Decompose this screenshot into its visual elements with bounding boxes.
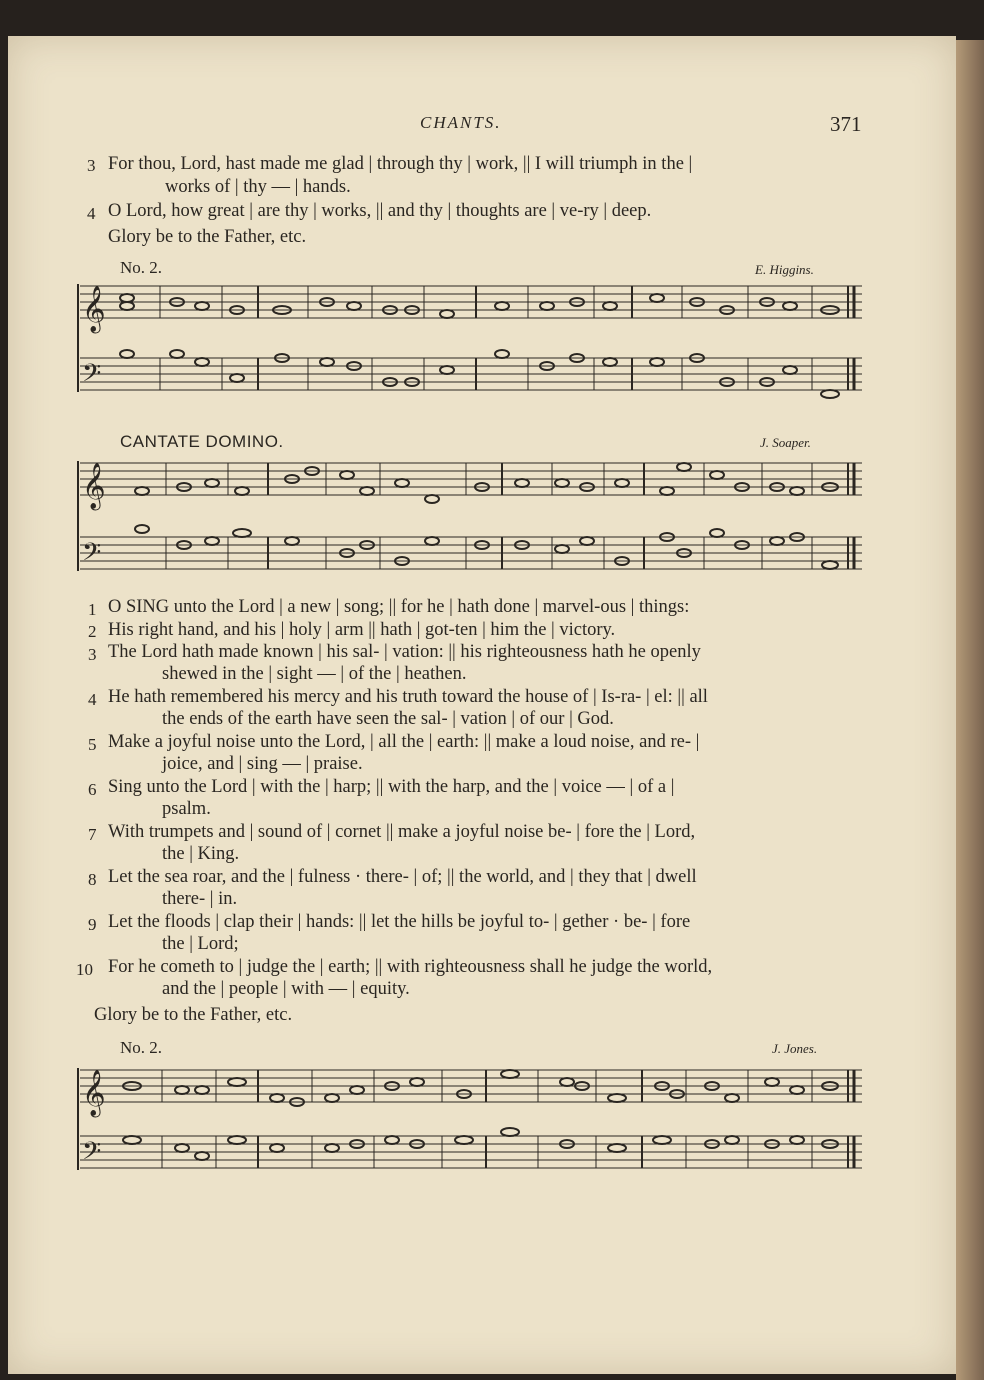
verse-number: 3 [88,645,97,664]
verse-line: the | Lord; [162,934,239,954]
composer-name: J. Jones. [772,1041,818,1056]
verse-number: 4 [87,204,96,223]
chant-label: No. 2. [120,258,163,277]
chant-label: No. 2. [120,1038,163,1057]
composer-name: J. Soaper. [760,435,811,450]
verse-line: Sing unto the Lord | with the | harp; || with the harp, and the | voice — | of a | [108,777,675,797]
verse-line: O SING unto the Lord | a new | song; || for he | hath done | marvel-ous | things: [108,597,690,617]
bass-clef-icon: 𝄢 [82,359,102,394]
verse-line: shewed in the | sight — | of the | heathen. [162,664,467,684]
verse-line: For he cometh to | judge the | earth; || with righteousness shall he judge the world, [108,957,713,977]
music-score-chant-1 [72,280,872,410]
verse-number: 2 [88,622,97,641]
verse-line: For thou, Lord, hast made me glad | through thy | work, || I will triumph in the | [108,154,693,174]
treble-clef-icon: 𝄞 [82,286,106,332]
verse-number: 9 [88,915,97,934]
music-score-chant-2 [72,1058,872,1183]
page-number: 371 [830,112,862,136]
verse-line: works of | thy — | hands. [165,177,351,197]
verse-number: 6 [88,780,97,799]
running-title: CHANTS. [420,113,502,132]
verse-number: 7 [88,825,97,844]
verse-line: there- | in. [162,889,238,909]
verse-line: Make a joyful noise unto the Lord, | all the | earth: || make a loud noise, and re- | [108,732,700,752]
music-score-cantate [72,455,872,590]
verse-number: 5 [88,735,97,754]
verse-line: joice, and | sing — | praise. [162,754,363,774]
page-edge-shadow [956,40,984,1380]
verse-number: 1 [88,600,97,619]
composer-name: E. Higgins. [755,262,814,277]
gloria-line: Glory be to the Father, etc. [108,227,307,247]
verse-number: 8 [88,870,97,889]
verse-line: His right hand, and his | holy | arm || hath | got-ten | him the | victory. [108,620,616,640]
verse-line: With trumpets and | sound of | cornet || make a joyful noise be- | fore the | Lord, [108,822,696,842]
verse-line: and the | people | with — | equity. [162,979,410,999]
gloria-line: Glory be to the Father, etc. [94,1005,293,1025]
chant-heading: CANTATE DOMINO. [120,432,284,451]
verse-line: psalm. [162,799,211,819]
verse-line: the ends of the earth have seen the sal- | vation | of our | God. [162,709,614,729]
treble-clef-icon: 𝄞 [82,463,106,509]
bass-clef-icon: 𝄢 [82,538,102,573]
verse-line: He hath remembered his mercy and his truth toward the house of | Is-ra- | el: || all [108,687,708,707]
verse-number: 4 [88,690,97,709]
verse-line: Let the floods | clap their | hands: || let the hills be joyful to- | gether · be- | fore [108,912,691,932]
verse-line: the | King. [162,844,240,864]
verse-line: Let the sea roar, and the | fulness · there- | of; || the world, and | they that | dwell [108,867,697,887]
verse-number: 3 [87,156,96,175]
treble-clef-icon: 𝄞 [82,1070,106,1116]
verse-line: The Lord hath made known | his sal- | vation: || his righteousness hath he openly [108,642,701,662]
bass-clef-icon: 𝄢 [82,1137,102,1172]
verse-number: 10 [76,960,93,979]
verse-line: O Lord, how great | are thy | works, || and thy | thoughts are | ve-ry | deep. [108,201,652,221]
